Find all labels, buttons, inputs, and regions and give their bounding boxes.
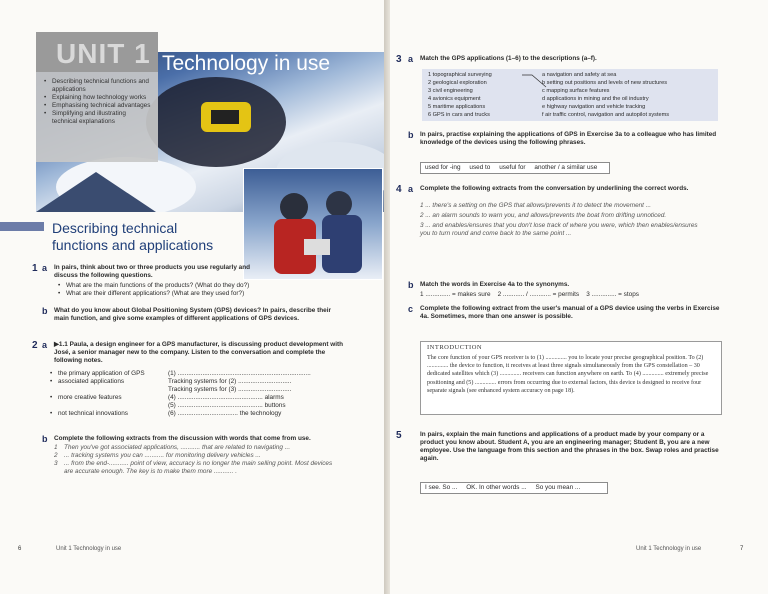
manual-extract-box (420, 341, 722, 415)
page-number-left: 6 (18, 546, 22, 552)
ex1b-instruction: What do you know about Global Positioning System (GPS) devices? In pairs, describe their main function, and give some examples of different applications of GPS devices. (54, 307, 331, 322)
exercise-letter: b (42, 306, 48, 316)
note-label (58, 402, 168, 410)
exercise-letter: b (42, 434, 48, 444)
footer-right: Unit 1 Technology in use (636, 546, 702, 552)
question-item: • What are the main functions of the products? (What do they do?) (58, 282, 358, 290)
right-page (390, 0, 768, 594)
ex3a-instruction: Match the GPS applications (1–6) to the descriptions (a–f). (420, 55, 597, 62)
desc-item: d applications in mining and the oil industry (542, 96, 649, 102)
objective-item: • Explaining how technology works (44, 94, 152, 102)
note-row (58, 378, 338, 386)
exercise-letter: b (408, 130, 414, 140)
note-gap[interactable]: (1) ........................................................................... (168, 370, 311, 377)
ex5-instruction: In pairs, explain the main functions and applications of a product made by your company or a product you know about. Student A, you are an engineering manager; Student B, you are a new employee. Use the language from this section and the phrases in the box. Swap roles and practise again. (420, 431, 719, 462)
extract-item[interactable]: 3 ... and enables/ensures that you don't lose track of where you were, which then enables/ensures you to turn round and come back to the same point ... (420, 222, 698, 237)
exercise-number: 2 (32, 340, 38, 351)
page-number-right: 7 (740, 546, 744, 552)
ex2b-instruction: Complete the following extracts from the discussion with words that come from use. (54, 435, 311, 442)
note-gap[interactable]: (4) ................................................ alarms (168, 394, 284, 401)
note-label (58, 386, 168, 394)
desc-item: a navigation and safety at sea (542, 72, 617, 78)
ex1a-questions (58, 282, 358, 298)
question-item: • What are their different applications? (What are they used for?) (58, 290, 358, 298)
objective-item: • Emphasising technical advantages (44, 102, 152, 110)
exercise-letter: a (42, 340, 48, 350)
ex4a-instruction: Complete the following extracts from the conversation by underlining the correct words. (420, 185, 689, 192)
intro-title: INTRODUCTION (427, 344, 483, 351)
extract-item: 3 ... from the end-........... point of view, accuracy is no longer the main selling point. Most devices are accurate enough. The key is to make them more ........... . (54, 460, 333, 475)
note-label: not technical innovations (58, 410, 128, 417)
app-item: 1 topographical surveying (428, 72, 492, 78)
app-item: 5 maritime applications (428, 104, 486, 110)
extract-item: 1 Then you've got associated applications, ........... that are related to navigating ... (54, 444, 291, 451)
desc-item: f air traffic control, navigation and autopilot systems (542, 112, 670, 118)
ex4b-instruction: Match the words in Exercise 4a to the synonyms. (420, 281, 570, 288)
footer-left: Unit 1 Technology in use (56, 546, 122, 552)
notes-table (58, 370, 338, 418)
note-row (58, 370, 338, 378)
exercise-number: 3 (396, 54, 402, 65)
matching-table (422, 69, 718, 121)
objective-item: • Describing technical functions and applications (44, 78, 152, 94)
note-label: associated applications (58, 378, 125, 385)
ex2a-instruction: ▶1.1 Paula, a design engineer for a GPS manufacturer, is discussing product development with José, a senior manager new to the company. Listen to the conversation and complete the following notes. (54, 341, 344, 364)
descriptions-column (542, 71, 718, 119)
intro-body[interactable]: The core function of your GPS receiver is to (1) .............. you to locate your precise geographical position. To (2) .............. the device to function, it receives at least three signals simultaneously from the GPS constellation – 30 dedicated satellites which (3) .............. receivers can function anywhere on earth. To (4) .............. extremely precise positioning and (5) .............. errors from occurring due to external factors, this device is designed to receive four separate signals (see enhanced system accuracy on page 18). (427, 355, 709, 394)
note-label: the primary application of GPS (58, 370, 145, 377)
apps-column (428, 71, 522, 119)
desc-item: b setting out positions and levels of new structures (542, 80, 667, 86)
exercise-number: 4 (396, 184, 402, 195)
unit-title: Technology in use (162, 52, 331, 75)
extract-item[interactable]: 1 ... there's a setting on the GPS that allows/prevents it to detect the movement ... (420, 202, 652, 209)
note-gap[interactable]: Tracking systems for (2) .............................. (168, 378, 292, 385)
exercise-letter: a (408, 184, 414, 194)
desc-item: c mapping surface features (542, 88, 610, 94)
ex2b-items (54, 444, 344, 476)
app-item: 3 civil engineering (428, 88, 473, 94)
ex4c-instruction: Complete the following extract from the user's manual of a GPS device using the verbs in Exercise 4a. Sometimes, more than one answer is possible. (420, 305, 720, 320)
desc-item: e highway navigation and vehicle tracking (542, 104, 646, 110)
section-marker (0, 222, 44, 231)
exercise-number: 1 (32, 263, 38, 274)
phrase-box-ex3: used for -ing used to useful for another / a similar use (420, 162, 610, 174)
note-gap[interactable]: (5) ................................................ buttons (168, 402, 286, 409)
phrase-box-ex5: I see. So ... OK. In other words ... So you mean ... (420, 482, 608, 494)
objectives-box (36, 72, 158, 162)
exercise-letter: b (408, 280, 414, 290)
app-item: 2 geological exploration (428, 80, 487, 86)
app-item: 4 avionics equipment (428, 96, 481, 102)
note-row (58, 394, 338, 402)
app-item: 6 GPS in cars and trucks (428, 112, 490, 118)
note-gap[interactable]: Tracking systems for (3) .............................. (168, 386, 292, 393)
exercise-letter: a (408, 54, 414, 64)
section-title: Describing technical functions and applications (52, 220, 214, 253)
synonym-line[interactable]: 1 .............. = makes sure 2 ............ / ............ = permits 3 .............. = stops (420, 291, 639, 298)
notes-bullets: • • • • (50, 370, 53, 417)
extract-item: 2 ... tracking systems you can ........... for monitoring delivery vehicles ... (54, 452, 261, 459)
unit-label: UNIT 1 (56, 38, 151, 69)
ex1a-instruction: In pairs, think about two or three products you use regularly and discuss the following questions. (54, 264, 251, 279)
climbers-photo (243, 168, 383, 280)
objective-item: • Simplifying and illustrating technical explanations (44, 110, 152, 126)
ex3b-instruction: In pairs, practise explaining the applications of GPS in Exercise 3a to a colleague who has limited knowledge of the devices using the following phrases. (420, 131, 717, 146)
extract-item[interactable]: 2 ... an alarm sounds to warn you, and allows/prevents the boat from drifting unnoticed. (420, 212, 667, 219)
note-row (58, 402, 338, 410)
note-row (58, 386, 338, 394)
objectives-list (44, 78, 152, 126)
exercise-letter: a (42, 263, 48, 273)
note-gap[interactable]: (6) .................................. the technology (168, 410, 282, 417)
exercise-number: 5 (396, 430, 402, 441)
ex4a-items (420, 202, 700, 238)
note-row (58, 410, 338, 418)
note-label: more creative features (58, 394, 122, 401)
exercise-letter: c (408, 304, 414, 314)
